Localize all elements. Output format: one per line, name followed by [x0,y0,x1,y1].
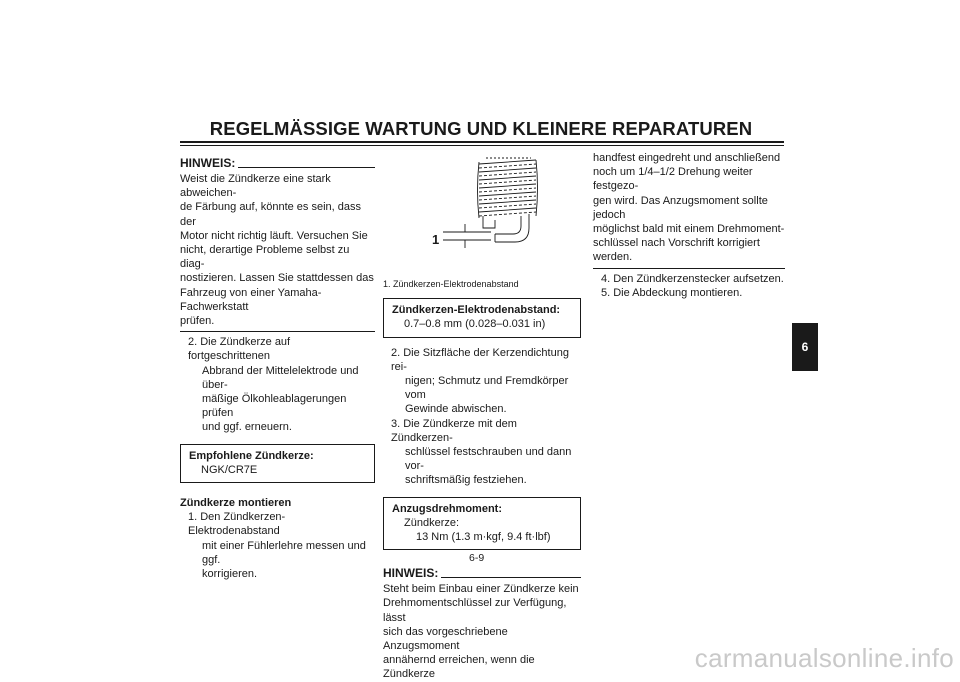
note-label: HINWEIS: [180,156,238,170]
text-line: schlüssel festschrauben und dann vor- [405,446,572,473]
page-number: 6-9 [469,552,485,564]
figure-caption: 1. Zündkerzen-Elektrodenabstand [383,279,519,289]
header-rule-thin [180,145,784,146]
text-line: schriftsmäßig festziehen. [405,474,527,487]
column-middle [383,150,581,682]
step-2 [383,346,581,417]
text-line: handfest eingedreht und anschließend [593,152,781,164]
spark-plug-figure [383,150,581,276]
text-line: annähernd erreichen, wenn die Zündkerze [383,654,535,681]
text-line: Fahrzeug von einer Yamaha-Fachwerkstatt [180,286,322,313]
spec-value: 0.7–0.8 mm (0.028–0.031 in) [404,318,546,331]
text-line: nostizieren. Lassen Sie stattdessen das [180,272,374,285]
text-line: Gewinde abwischen. [405,403,507,416]
text-line: prüfen. [180,315,215,328]
watermark: carmanualsonline.info [694,643,954,673]
text-line: Motor nicht richtig läuft. Versuchen Sie [180,229,368,242]
text-line: noch um 1/4–1/2 Drehung weiter festgezo- [593,166,753,193]
step-1 [180,510,375,581]
note-heading [383,566,581,582]
column-left [180,156,375,581]
note-heading [180,156,375,172]
spec-box-gap [383,298,581,337]
section-title: Zündkerze montieren [180,497,292,510]
column-right [593,151,785,300]
spec-title: Zündkerzen-Elektrodenabstand: [392,304,561,317]
note-text [180,172,375,328]
note-end-rule [593,268,785,269]
spec-subtitle: Zündkerze: [404,516,460,529]
text-line: und ggf. erneuern. [202,421,292,434]
step-4: 4. Den Zündkerzenstecker aufsetzen. [601,272,784,285]
text-line: 2. Die Zündkerze auf fortgeschrittenen [188,336,291,363]
note-label: HINWEIS: [383,566,441,580]
text-line: 3. Die Zündkerze mit dem Zündkerzen- [391,417,517,444]
step-2 [180,335,375,434]
text-line: Weist die Zündkerze eine stark abweichen- [180,173,331,200]
text-line: möglichst bald mit einem Drehmoment- [593,223,785,236]
header-rule [180,141,784,143]
spec-box-torque [383,497,581,551]
spec-title: Empfohlene Zündkerze: [189,449,314,462]
text-line: nicht, derartige Probleme selbst zu diag- [180,244,350,271]
text-line: Abbrand der Mittelelektrode und über- [202,364,359,391]
note-continuation [593,151,785,265]
text-line: mäßige Ölkohleablagerungen prüfen [202,393,347,420]
text-line: 1. Den Zündkerzen-Elektrodenabstand [188,511,286,538]
spec-value: NGK/CR7E [201,463,258,476]
spec-value: 13 Nm (1.3 m·kgf, 9.4 ft·lbf) [416,531,551,544]
spec-box-spark-plug [180,444,375,483]
text-line: mit einer Fühlerlehre messen und ggf. [202,539,366,566]
note-end-rule [180,331,375,332]
text-line: Steht beim Einbau einer Zündkerze kein [383,583,579,596]
note-text [383,582,581,681]
text-line: sich das vorgeschriebene Anzugsmoment [383,625,508,653]
text-line: schlüssel nach Vorschrift korrigiert werden. [593,237,760,264]
step-3 [383,417,581,488]
step-5: 5. Die Abdeckung montieren. [601,286,743,299]
figure-callout-label: 1 [432,232,440,247]
text-line: nigen; Schmutz und Fremdkörper vom [405,375,569,402]
spec-title: Anzugsdrehmoment: [392,502,502,515]
text-line: gen wird. Das Anzugsmoment sollte jedoch [593,194,768,221]
text-line: korrigieren. [202,568,258,581]
text-line: de Färbung auf, könnte es sein, dass der [180,201,362,228]
chapter-tab: 6 [792,323,818,371]
text-line: Drehmomentschlüssel zur Verfügung, lässt [383,597,567,624]
spark-plug-gap-diagram [383,150,581,276]
page-title: REGELMÄSSIGE WARTUNG UND KLEINERE REPARATUREN [209,118,753,139]
text-line: 2. Die Sitzfläche der Kerzendichtung rei- [391,346,569,373]
